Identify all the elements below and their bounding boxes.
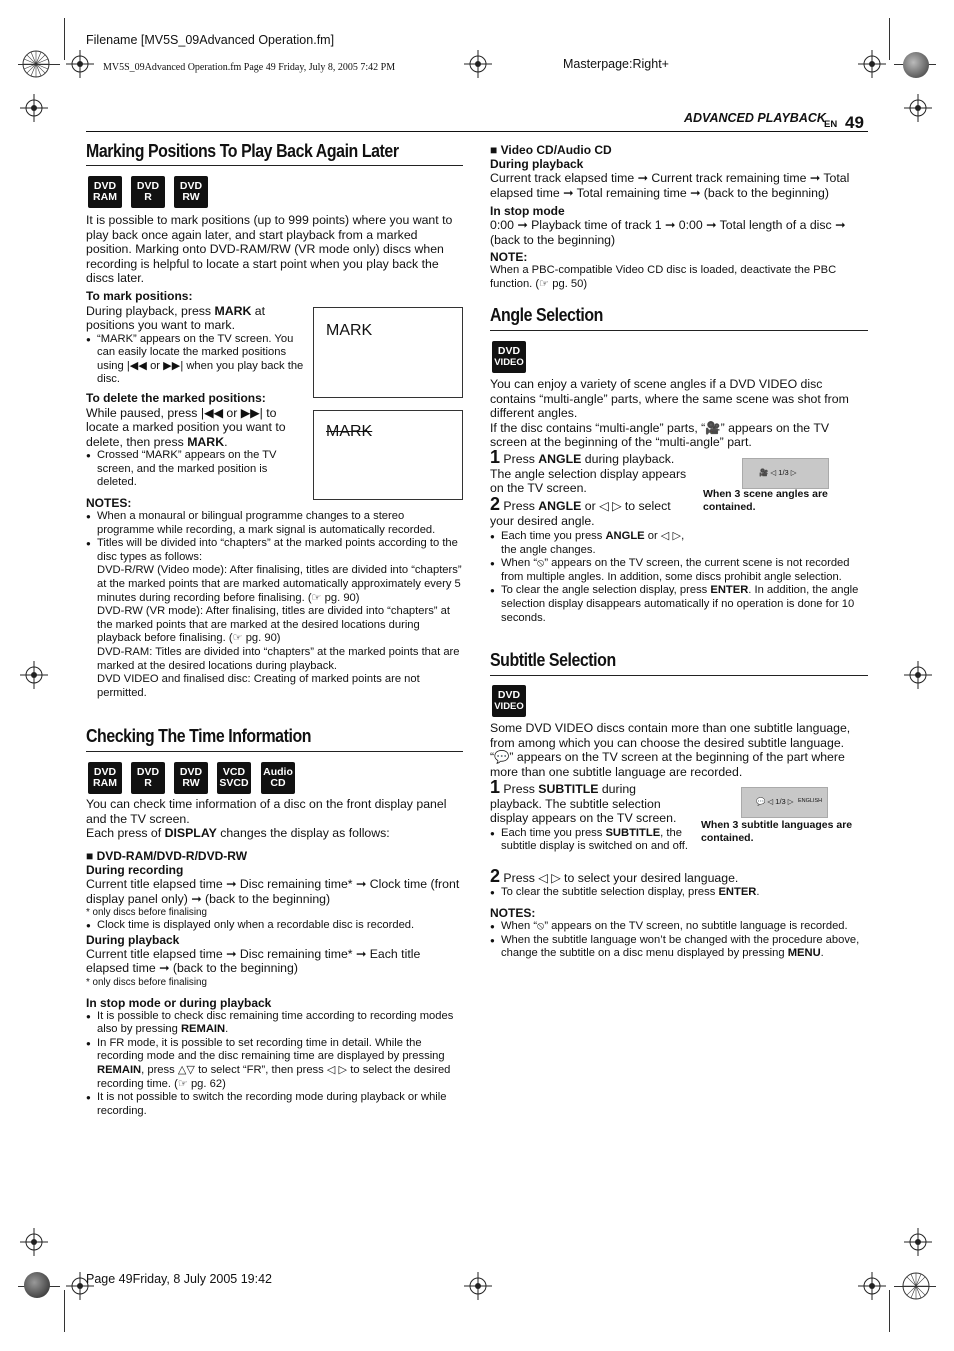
- marking-note-2: ● Titles will be divided into “chapters” at the marked points according to the disc types as follows: DVD-R/RW (Video mode): After finalising, titles are divided into “chapters” at the marked points that are marked automatically approximately every 5 minutes during recording before finalising. (☞ pg. 90) DVD-RW (VR mode): After finalising, titles are divided into “chapters” at the marked points that are marked at the desired locations during playback before finalising. (☞ pg. 90) DVD-RAM: Titles are divided into “chapters” at the marked points that are marked at the desired locations during playback. DVD VIDEO and finalised disc: Creating of marked points are not permitted.: [86, 537, 464, 700]
- crosshair-mark-left-top: [20, 94, 48, 122]
- marking-note-sub-1: DVD-R/RW (Video mode): After finalising, titles are divided into “chapters” at the marked points that are marked automatically approximately every 5 minutes during recording before finalising. (☞ pg. 90): [97, 564, 462, 604]
- play-heading: During playback: [86, 932, 180, 947]
- marking-title-rule: [86, 165, 463, 166]
- subtitle-title: Subtitle Selection: [490, 649, 616, 670]
- angle-step-2: 2 Press ANGLE or ◁ ▷ to select your desired angle.: [490, 494, 671, 528]
- marking-note-sub-2: DVD-RW (VR mode): After finalising, titles are divided into “chapters” at the marked points that are marked at the desired locations during playback before finalising. (☞ pg. 90): [97, 605, 450, 645]
- marking-note-1: ● When a monaural or bilingual programme changes to a stereo programme while recording, a mark signal is automatically recorded.: [86, 510, 464, 537]
- to-delete-heading: To delete the marked positions:: [86, 391, 266, 405]
- header-rule: [86, 131, 868, 132]
- crossed-mark-text: MARK: [326, 423, 373, 440]
- vcd-note-text: When a PBC-compatible Video CD disc is loaded, deactivate the PBC function. (☞ pg. 50): [490, 264, 837, 290]
- mark-screen-illustration: [313, 307, 463, 398]
- marking-intro: It is possible to mark positions (up to 999 points) where you want to play back once again later, and start playback from a marked position. Marking onto DVD-RAM/RW (VR mode only) discs when recording is helpful to locate a start point when you play back the discs later.: [86, 213, 453, 285]
- angle-bullet-3: ● To clear the angle selection display, press ENTER. In addition, the angle selection display disappears automatically if no operation is done for 10 seconds.: [490, 584, 868, 625]
- marking-note-sub-4: DVD VIDEO and finalised disc: Creating of marked points are not permitted.: [97, 673, 420, 699]
- to-mark-bullet: ● “MARK” appears on the TV screen. You can easily locate the marked positions using |◀◀ or ▶▶| when you play back the disc.: [86, 333, 304, 387]
- angle-bullet-1: ● Each time you press ANGLE or ◁ ▷, the angle changes.: [490, 530, 701, 557]
- crosshair-mark-top-center: [464, 50, 492, 78]
- vcd-note-heading: NOTE:: [490, 250, 528, 264]
- crossed-mark-screen-illustration: [313, 410, 463, 500]
- angle-bullets: [490, 530, 868, 625]
- checking-title: Checking The Time Information: [86, 725, 312, 746]
- checking-intro: You can check time information of a disc on the front display panel and the TV screen. Each press of DISPLAY changes the display as follows:: [86, 797, 447, 840]
- vcd-play-heading: During playback: [490, 157, 584, 171]
- to-delete-text: While paused, press |◀◀ or ▶▶| to locate a marked position you want to delete, then press MARK.: [86, 405, 286, 449]
- crosshair-mark-left-bottom: [20, 1228, 48, 1256]
- rec-footnote: * only discs before finalising: [86, 907, 207, 918]
- subtitle-display-caption: When 3 subtitle languages are contained.: [701, 819, 853, 844]
- crosshair-mark-bottom-center: [464, 1272, 492, 1300]
- marking-notes-heading: NOTES:: [86, 496, 132, 510]
- to-mark-block: [86, 290, 304, 387]
- page-number: 49: [845, 113, 864, 132]
- badge-dvd-ram: DVD RAM: [88, 762, 122, 794]
- filename-label: Filename [MV5S_09Advanced Operation.fm]: [86, 33, 335, 47]
- badge-dvd-ram: DVD RAM: [88, 176, 122, 208]
- crosshair-mark-right-bottom: [904, 1228, 932, 1256]
- subtitle-bullet-1: ● Each time you press SUBTITLE, the subtitle display is switched on and off.: [490, 827, 690, 854]
- rec-text: Current title elapsed time ➞ Disc remaining time* ➞ Clock time (front display panel only) ➞ (back to the beginning): [86, 877, 460, 906]
- badge-dvd-video: DVD VIDEO: [492, 341, 526, 373]
- to-delete-bullet: ● Crossed “MARK” appears on the TV screen, and the marked position is deleted.: [86, 449, 304, 490]
- crosshair-mark-top-right: [858, 50, 886, 78]
- to-delete-block: [86, 392, 304, 490]
- vcd-stop-heading: In stop mode: [490, 204, 565, 218]
- vcd-section-heading: ■ Video CD/Audio CD: [490, 143, 612, 157]
- subtitle-bullet-2: ● To clear the subtitle selection display, press ENTER.: [490, 886, 868, 900]
- subtitle-title-rule: [490, 675, 868, 676]
- angle-bullet-2: ● When “⦸” appears on the TV screen, the current scene is not recorded from multiple angles. In addition, some discs prohibit angle selection.: [490, 557, 868, 584]
- badge-dvd-r: DVD R: [131, 176, 165, 208]
- angle-title: Angle Selection: [490, 304, 603, 325]
- page-header: [684, 109, 874, 131]
- play-text: Current title elapsed time ➞ Disc remaining time* ➞ Each title elapsed time ➞ (back to the beginning): [86, 946, 421, 976]
- play-footnote: * only discs before finalising: [86, 976, 207, 988]
- subtitle-note-2: ● When the subtitle language won’t be changed with the procedure above, change the subtitle on a disc menu displayed by pressing MENU.: [490, 934, 868, 961]
- stop-bullet-1: ● It is possible to check disc remaining time according to recording modes also by pressing REMAIN.: [86, 1010, 464, 1037]
- marking-notes: [86, 496, 464, 700]
- dvd-section-heading: ■ DVD-RAM/DVD-R/DVD-RW: [86, 849, 248, 863]
- vcd-section: [490, 143, 868, 291]
- subtitle-note-1: ● When “⦸” appears on the TV screen, no subtitle language is recorded.: [490, 920, 868, 934]
- masterpage-label: Masterpage:Right+: [563, 57, 669, 71]
- stop-bullet-3: ● It is not possible to switch the recording mode during playback or while recording.: [86, 1091, 464, 1118]
- checking-title-rule: [86, 751, 463, 752]
- badge-dvd-rw: DVD RW: [174, 176, 208, 208]
- crosshair-mark-right-top: [904, 94, 932, 122]
- to-mark-text: During playback, press MARK at positions you want to mark.: [86, 303, 266, 333]
- to-mark-heading: To mark positions:: [86, 289, 193, 303]
- rec-bullet: ● Clock time is displayed only when a recordable disc is recorded.: [86, 919, 464, 933]
- color-ball-bl: [24, 1272, 50, 1298]
- badge-vcd-svcd: VCD SVCD: [217, 762, 251, 794]
- badge-audio-cd: Audio CD: [261, 762, 295, 794]
- angle-display-illustration: [742, 458, 829, 489]
- marking-note-sub-3: DVD-RAM: Titles are divided into “chapters” at the marked points that are marked at the desired locations during playback.: [97, 645, 460, 672]
- subtitle-intro: Some DVD VIDEO discs contain more than one subtitle language, from among which you can choose the desired subtitle language. “💬” appears on the TV screen at the beginning of the part where more than one subtitle language are recorded.: [490, 721, 851, 779]
- crosshair-mark-top-left: [66, 50, 94, 78]
- rec-heading: During recording: [86, 863, 184, 877]
- badge-dvd-rw: DVD RW: [174, 762, 208, 794]
- angle-step-1: 1 Press ANGLE during playback. The angle selection display appears on the TV screen.: [490, 447, 687, 495]
- angle-intro: You can enjoy a variety of scene angles if a DVD VIDEO disc contains “multi-angle” parts, where the same scene was shot from different angles. If the disc contains “multi-angle” parts, “🎥” appears on the TV screen at the beginning of the “multi-angle” part.: [490, 377, 849, 449]
- subtitle-display-text: 💬 ◁ 1/3 ▷: [756, 797, 794, 806]
- lang-label: EN: [824, 119, 838, 130]
- subtitle-display-lang: ENGLISH: [798, 798, 823, 804]
- section-label: ADVANCED PLAYBACK: [684, 111, 826, 125]
- starburst-mark-br: [902, 1272, 930, 1300]
- angle-display-caption: When 3 scene angles are contained.: [703, 488, 828, 513]
- marking-title: Marking Positions To Play Back Again Later: [86, 140, 399, 161]
- footer-page-info: Page 49Friday, 8 July 2005 19:42: [86, 1272, 273, 1286]
- badge-dvd-video: DVD VIDEO: [492, 685, 526, 717]
- vcd-play-text: Current track elapsed time ➞ Current track remaining time ➞ Total elapsed time ➞ Total remaining time ➞ (back to the beginning): [490, 171, 850, 200]
- vcd-stop-text: 0:00 ➞ Playback time of track 1 ➞ 0:00 ➞ Total length of a disc ➞ (back to the beginning): [490, 218, 846, 247]
- angle-title-rule: [490, 330, 868, 331]
- crosshair-mark-left-mid: [20, 661, 48, 689]
- subtitle-notes: [490, 906, 868, 961]
- checking-dvd-section: [86, 849, 464, 1118]
- stop-bullet-2: ● In FR mode, it is possible to set recording time in detail. While the recording mode and the disc remaining time are displayed by pressing REMAIN, press △▽ to select “FR”, then press ◁ ▷ to select the desired recording time. (☞ pg. 62): [86, 1037, 464, 1091]
- subtitle-display-illustration: [741, 787, 828, 818]
- subtitle-notes-heading: NOTES:: [490, 906, 536, 920]
- subtitle-step-1: 1 Press SUBTITLE during playback. The subtitle selection display appears on the TV screen. ● Each time you press SUBTITLE, the subtitle display is switched on and off.: [490, 780, 690, 854]
- angle-display-text: 🎥 ◁ 1/3 ▷: [759, 468, 797, 477]
- mark-screen-text: MARK: [326, 322, 373, 339]
- color-ball-tr: [903, 52, 929, 78]
- stop-heading: In stop mode or during playback: [86, 995, 272, 1010]
- crosshair-mark-right-mid: [904, 661, 932, 689]
- crosshair-mark-bottom-right: [858, 1272, 886, 1300]
- badge-dvd-r: DVD R: [131, 762, 165, 794]
- starburst-mark-tl: [22, 50, 50, 78]
- subtitle-step-2: 2 Press ◁ ▷ to select your desired language. ● To clear the subtitle selection display, press ENTER.: [490, 869, 868, 899]
- fm-info-line: MV5S_09Advanced Operation.fm Page 49 Friday, July 8, 2005 7:42 PM: [103, 62, 396, 73]
